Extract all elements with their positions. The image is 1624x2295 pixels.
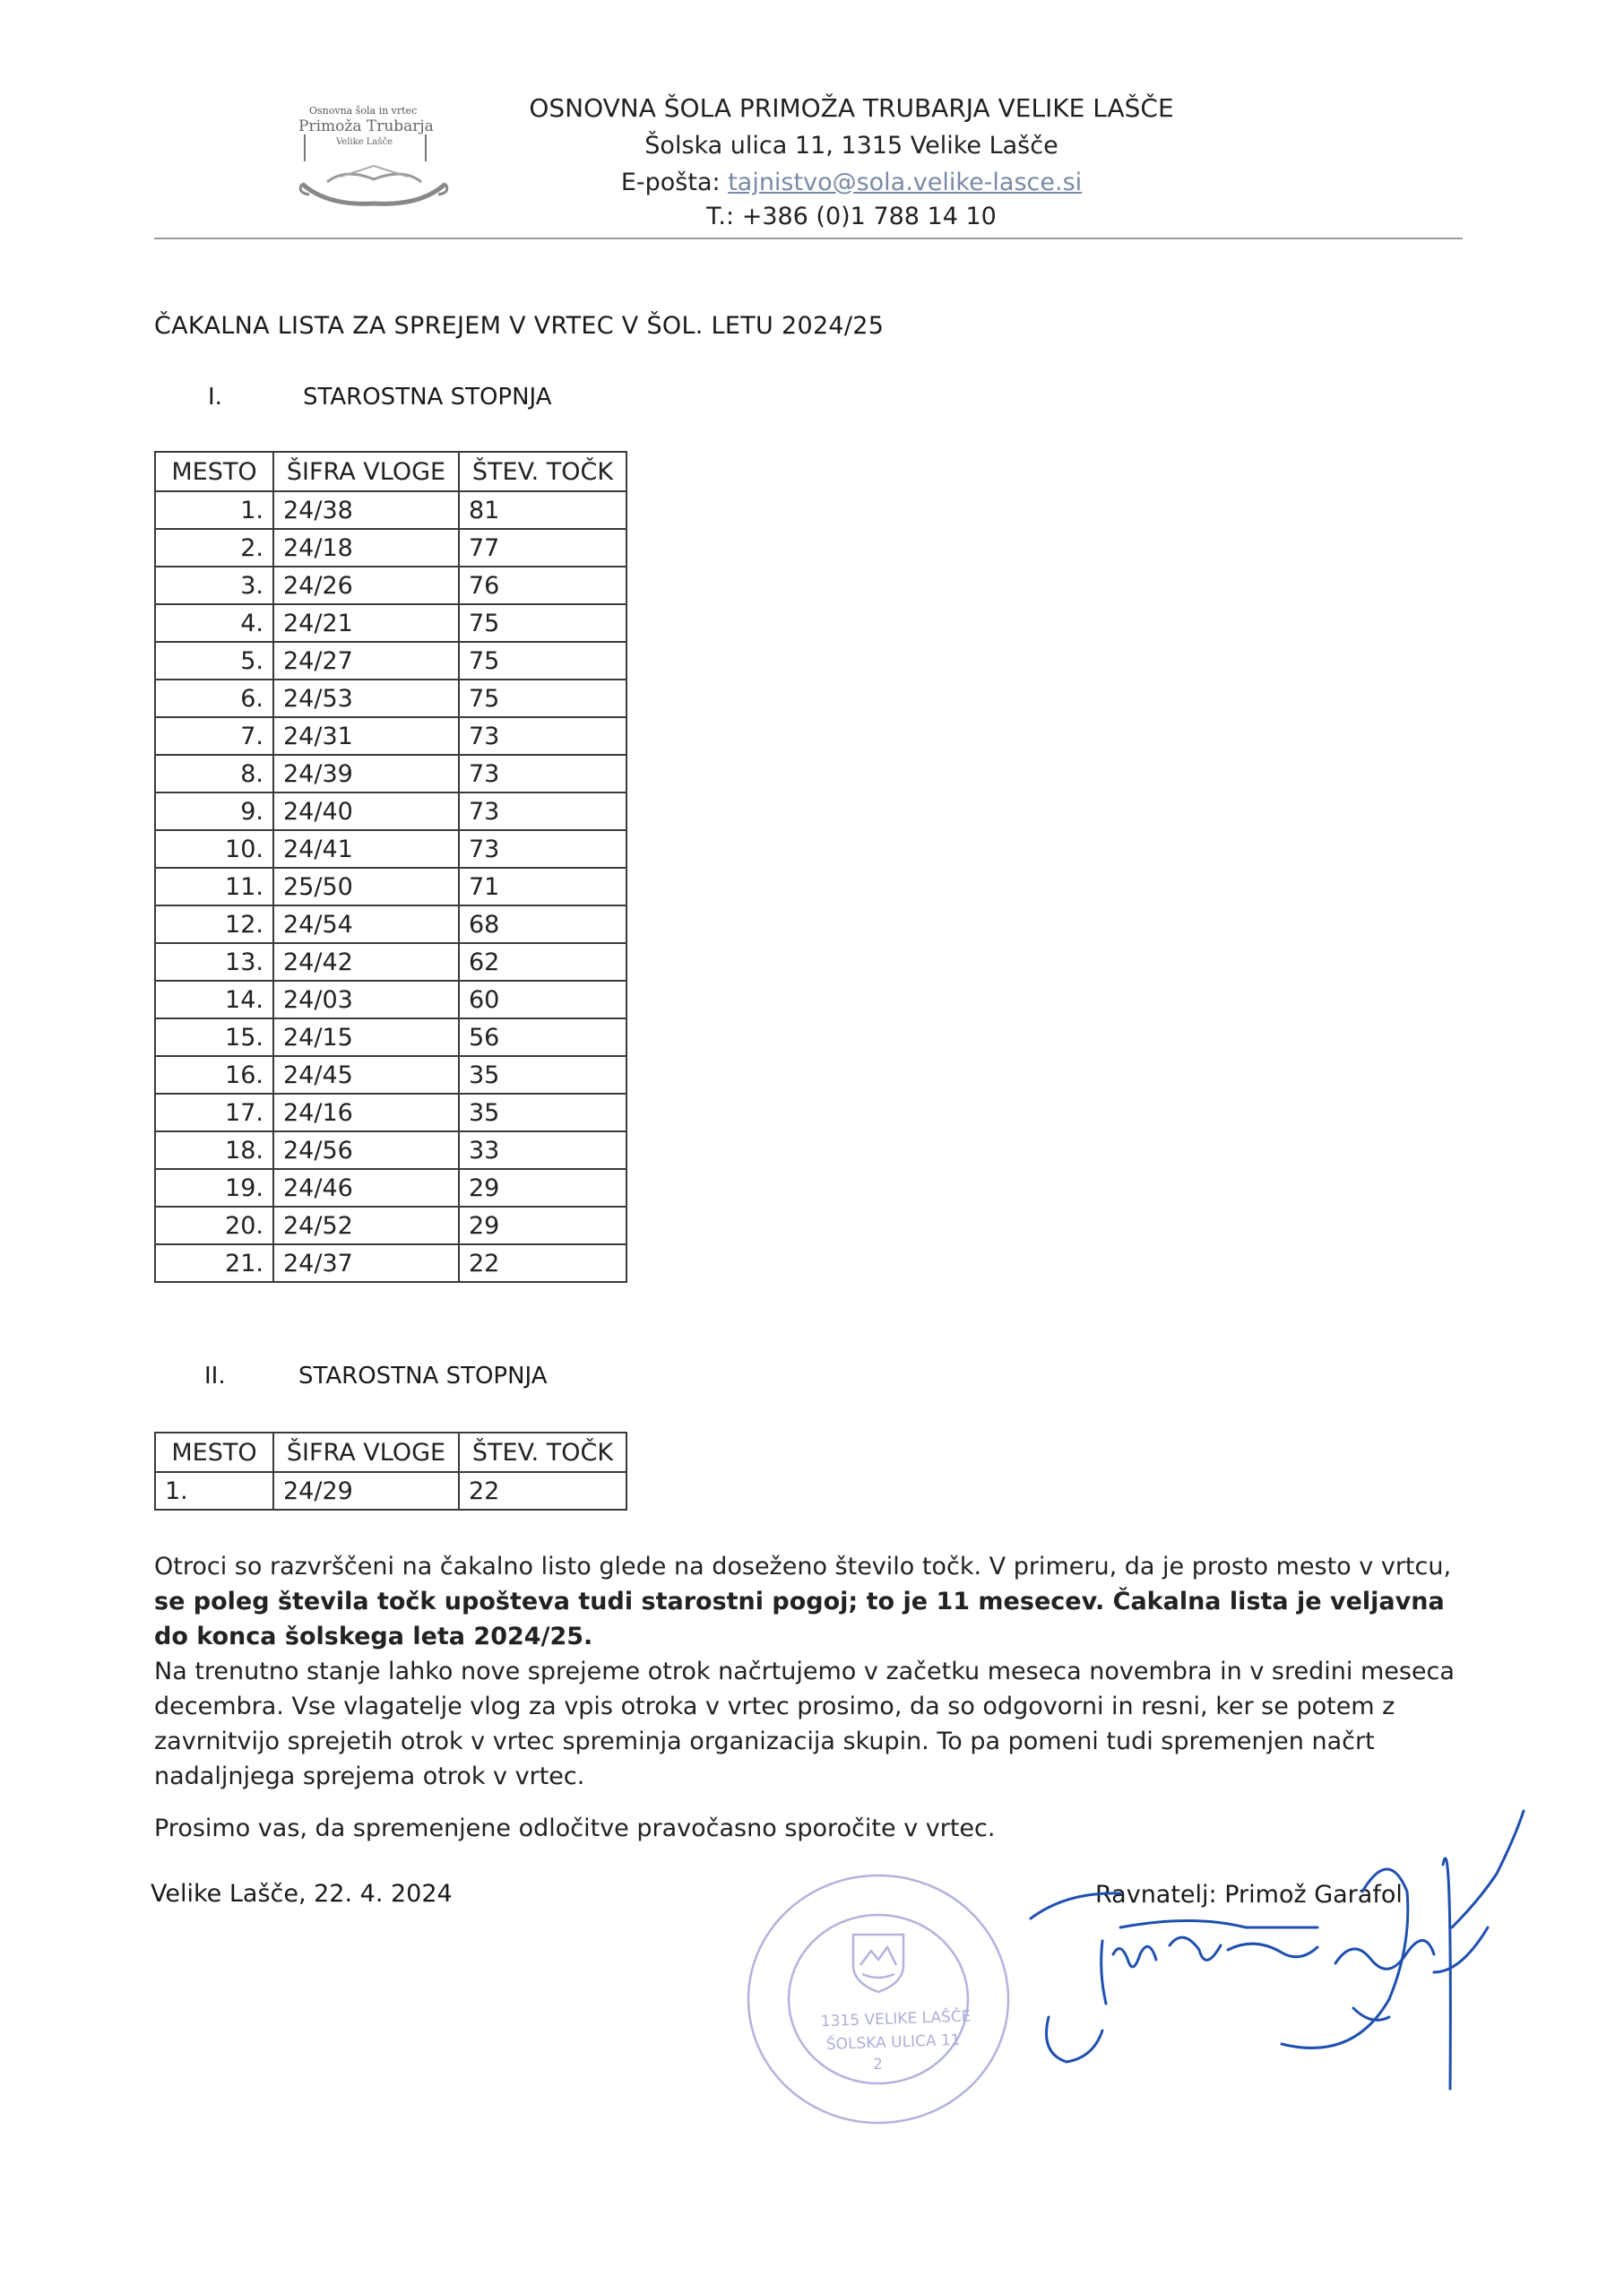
cell-mesto: 6.: [155, 680, 273, 717]
column-header-mesto: MESTO: [155, 452, 273, 491]
cell-sifra-vloge: 24/18: [273, 529, 459, 567]
paragraph-notify: Prosimo vas, da spremenjene odločitve pravočasno sporočite v vrtec.: [154, 1814, 996, 1842]
table-row: [155, 680, 626, 717]
email-label: E-pošta:: [620, 169, 729, 196]
cell-stev-tock: 73: [459, 792, 626, 830]
cell-sifra-vloge: 24/26: [273, 567, 459, 604]
cell-sifra-vloge: 24/37: [273, 1244, 459, 1282]
cell-stev-tock: 22: [459, 1472, 626, 1510]
cell-mesto: 10.: [155, 830, 273, 868]
table-row: [155, 792, 626, 830]
cell-mesto: 14.: [155, 981, 273, 1018]
director-signature: [1013, 1793, 1586, 2098]
cell-sifra-vloge: 24/15: [273, 1018, 459, 1056]
cell-stev-tock: 71: [459, 868, 626, 905]
paragraph-ranking-rules: [154, 1549, 1481, 1654]
place-date: Velike Lašče, 22. 4. 2024: [151, 1880, 453, 1908]
table-header-row: [155, 1433, 626, 1472]
table-row: [155, 1207, 626, 1244]
column-header-stev-tock: ŠTEV. TOČK: [459, 1433, 626, 1472]
cell-stev-tock: 81: [459, 491, 626, 529]
director-name: Ravnatelj: Primož Garafol: [1095, 1881, 1403, 1909]
column-header-sifra-vloge: ŠIFRA VLOGE: [273, 1433, 459, 1472]
cell-mesto: 9.: [155, 792, 273, 830]
cell-mesto: 16.: [155, 1056, 273, 1094]
cell-sifra-vloge: 24/38: [273, 491, 459, 529]
cell-sifra-vloge: 24/39: [273, 755, 459, 792]
cell-sifra-vloge: 24/46: [273, 1169, 459, 1207]
table-row: [155, 567, 626, 604]
cell-sifra-vloge: 24/54: [273, 905, 459, 943]
logo-text-line1: Osnovna šola in vrtec: [309, 105, 418, 117]
cell-mesto: 15.: [155, 1018, 273, 1056]
cell-mesto: 20.: [155, 1207, 273, 1244]
cell-stev-tock: 73: [459, 830, 626, 868]
cell-stev-tock: 35: [459, 1056, 626, 1094]
school-logo: [291, 94, 457, 220]
cell-mesto: 19.: [155, 1169, 273, 1207]
cell-sifra-vloge: 24/41: [273, 830, 459, 868]
cell-mesto: 5.: [155, 642, 273, 680]
table-row: [155, 943, 626, 981]
table-row: [155, 755, 626, 792]
stamp-number: 2: [873, 2056, 883, 2074]
table-row: [155, 1094, 626, 1131]
cell-stev-tock: 56: [459, 1018, 626, 1056]
waiting-list-table-1: [154, 451, 627, 1283]
cell-sifra-vloge: 24/16: [273, 1094, 459, 1131]
cell-sifra-vloge: 24/31: [273, 717, 459, 755]
table-row: [155, 1244, 626, 1282]
cell-sifra-vloge: 24/42: [273, 943, 459, 981]
cell-stev-tock: 33: [459, 1131, 626, 1169]
email-link[interactable]: tajnistvo@sola.velike-lasce.si: [728, 169, 1083, 196]
cell-sifra-vloge: 24/27: [273, 642, 459, 680]
table-row: [155, 1131, 626, 1169]
cell-mesto: 7.: [155, 717, 273, 755]
cell-mesto: 2.: [155, 529, 273, 567]
cell-sifra-vloge: 24/45: [273, 1056, 459, 1094]
cell-mesto: 17.: [155, 1094, 273, 1131]
table-row: [155, 905, 626, 943]
table-row: [155, 604, 626, 642]
column-header-mesto: MESTO: [155, 1433, 273, 1472]
cell-stev-tock: 75: [459, 642, 626, 680]
stamp-text-line1: 1315 VELIKE LAŠČE: [820, 2007, 972, 2031]
cell-stev-tock: 22: [459, 1244, 626, 1282]
cell-mesto: 4.: [155, 604, 273, 642]
table-row: [155, 981, 626, 1018]
school-stamp: [735, 1865, 1022, 2134]
school-email-line: [502, 169, 1201, 196]
cell-mesto: 3.: [155, 567, 273, 604]
cell-stev-tock: 68: [459, 905, 626, 943]
cell-mesto: 18.: [155, 1131, 273, 1169]
table-row: [155, 830, 626, 868]
cell-sifra-vloge: 24/03: [273, 981, 459, 1018]
table-row: [155, 868, 626, 905]
table-header-row: [155, 452, 626, 491]
table-row: [155, 491, 626, 529]
cell-sifra-vloge: 24/21: [273, 604, 459, 642]
cell-sifra-vloge: 25/50: [273, 868, 459, 905]
cell-sifra-vloge: 24/29: [273, 1472, 459, 1510]
logo-text-line3: Velike Lašče: [336, 137, 393, 147]
logo-text-line2: Primoža Trubarja: [298, 117, 434, 135]
table-row: [155, 529, 626, 567]
cell-stev-tock: 75: [459, 604, 626, 642]
stamp-seal-icon: [735, 1865, 1022, 2134]
table-row: [155, 717, 626, 755]
cell-mesto: 8.: [155, 755, 273, 792]
cell-stev-tock: 76: [459, 567, 626, 604]
cell-sifra-vloge: 24/53: [273, 680, 459, 717]
school-address: Šolska ulica 11, 1315 Velike Lašče: [644, 132, 1058, 160]
table-row: [155, 1018, 626, 1056]
cell-stev-tock: 29: [459, 1169, 626, 1207]
paragraph-admissions: Na trenutno stanje lahko nove sprejeme otrok načrtujemo v začetku meseca novembra in v sredini meseca decembra. Vse vlagatelje vlog za vpis otroka v vrtec prosimo, da so odgovorni in resni, ker se potem z zavrnitvijo sprejetih otrok v vrtec spreminja organizacija skupin. To pa pomeni tudi spremenjen načrt nadaljnjega sprejema otrok v vrtec.: [154, 1658, 1455, 1790]
signature-scribble-icon: [1013, 1793, 1586, 2098]
cell-stev-tock: 35: [459, 1094, 626, 1131]
table-row: [155, 1056, 626, 1094]
table-row: [155, 642, 626, 680]
table-row: [155, 1169, 626, 1207]
cell-stev-tock: 29: [459, 1207, 626, 1244]
paragraph-ranking-bold: se poleg števila točk upošteva tudi starostni pogoj; to je 11 mesecev. Čakalna lista je veljavna do konca šolskega leta 2024/25.: [154, 1588, 1445, 1650]
paragraph-ranking-text: Otroci so razvrščeni na čakalno listo glede na doseženo število točk. V primeru, da je prosto mesto v vrtcu,: [154, 1553, 1452, 1581]
cell-sifra-vloge: 24/40: [273, 792, 459, 830]
column-header-sifra-vloge: ŠIFRA VLOGE: [273, 452, 459, 491]
cell-mesto: 11.: [155, 868, 273, 905]
cell-mesto: 1.: [155, 491, 273, 529]
section-2-number: II.: [204, 1363, 226, 1390]
section-1-title: STAROSTNA STOPNJA: [303, 384, 552, 411]
school-phone: T.: +386 (0)1 788 14 10: [706, 203, 997, 230]
cell-stev-tock: 75: [459, 680, 626, 717]
cell-mesto: 21.: [155, 1244, 273, 1282]
cell-mesto: 1.: [155, 1472, 273, 1510]
header-divider: [154, 238, 1463, 239]
cell-sifra-vloge: 24/52: [273, 1207, 459, 1244]
school-name: OSNOVNA ŠOLA PRIMOŽA TRUBARJA VELIKE LAŠČE: [529, 93, 1174, 123]
waiting-list-table-2: [154, 1432, 627, 1511]
document-title: ČAKALNA LISTA ZA SPREJEM V VRTEC V ŠOL. LETU 2024/25: [154, 312, 885, 340]
cell-stev-tock: 73: [459, 717, 626, 755]
stamp-text-line2: ŠOLSKA ULICA 11: [825, 2031, 961, 2055]
cell-mesto: 13.: [155, 943, 273, 981]
cell-stev-tock: 77: [459, 529, 626, 567]
column-header-stev-tock: ŠTEV. TOČK: [459, 452, 626, 491]
section-1-number: I.: [208, 384, 222, 411]
cell-mesto: 12.: [155, 905, 273, 943]
section-2-title: STAROSTNA STOPNJA: [298, 1363, 548, 1390]
cell-stev-tock: 62: [459, 943, 626, 981]
cell-stev-tock: 73: [459, 755, 626, 792]
cell-stev-tock: 60: [459, 981, 626, 1018]
table-row: [155, 1472, 626, 1510]
cell-sifra-vloge: 24/56: [273, 1131, 459, 1169]
